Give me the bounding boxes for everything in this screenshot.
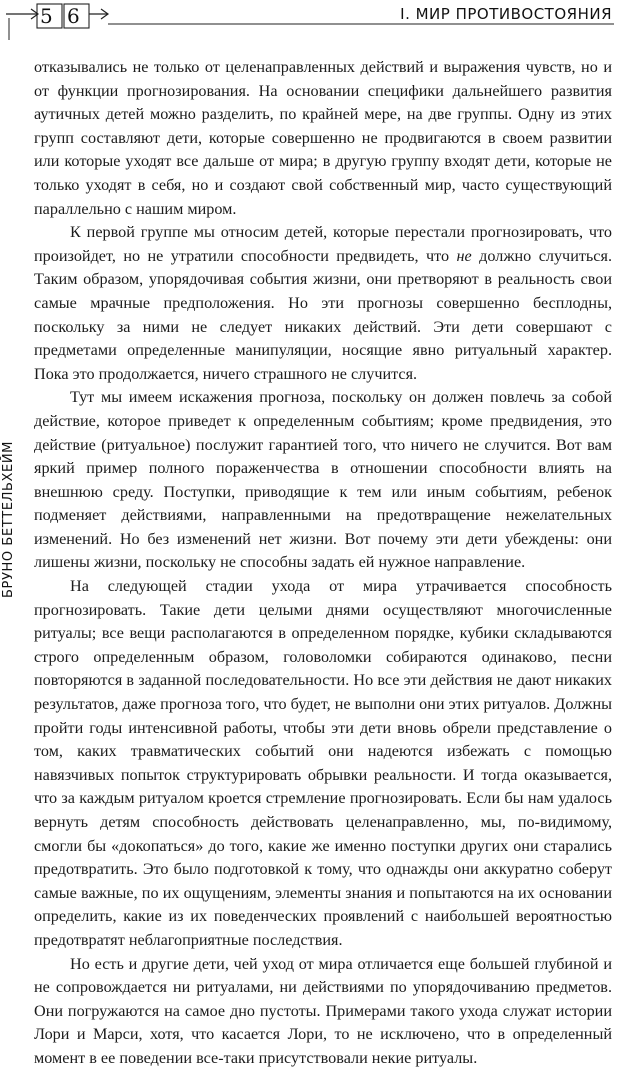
paragraph-2 <box>34 221 612 386</box>
paragraph-4: На следующей стадии ухода от мира утрачивается способность прогнозировать. Такие дети целыми днями осуществляют многочисленные ритуалы; все вещи располагаются в определенном порядке, кубики складываются строго определенным образом, головоломки собираются одинаково, песни повторяются в заданной последовательности. Но все эти действия не дают никаких результатов, даже прогноза того, что будет, не выполни они этих ритуалов. Должны пройти годы интенсивной работы, чтобы эти дети вновь обрели представление о том, каких травматических событий они надеются избежать с помощью навязчивых попыток структурировать обрывки реальности. И тогда оказывается, что за каждым ритуалом кроется стремление прогнозировать. Если бы нам удалось вернуть детям способность действовать целенаправленно, мы, по-видимому, смогли бы «докопаться» до того, какие же именно поступки других они старались предотвратить. Это было подготовкой к тому, что однажды они аккуратно соберут самые важные, по их ощущениям, элементы знания и попытаются на их основании определить, какие из их поведенческих проявлений с наибольшей вероятностью предотвратят неблагоприятные последствия. <box>34 577 612 949</box>
side-author-title: БРУНО БЕТТЕЛЬХЕЙМ <box>1 440 16 598</box>
paragraph-2-part-b: должно случиться. Таким образом, упорядочивая события жизни, они претворяют в реальность свои самые мрачные предположения. Но эти прогнозы совершенно бесплодны, поскольку за ними не следует никаких действий. Эти дети совершают с предметами определенные манипуляции, носящие явно ритуальный характер. Пока это продолжается, ничего страшного не случится. <box>34 246 612 383</box>
paragraph-1: отказывались не только от целенаправленных действий и выражения чувств, но и от функции прогнозирования. На основании специфики дальнейшего развития аутичных детей можно разделить, по крайней мере, на две группы. Одну из этих групп составляют дети, которые совершенно не продвигаются в своем развитии или которые уходят все дальше от мира; в другую группу входят дети, которые не только уходят в себя, но и создают свой собственный мир, часто существующий параллельно с нашим миром. <box>34 58 612 218</box>
paragraph-2-part-a: К первой группе мы относим детей, которые перестали прогнозировать, что произойдет, но не утратили способности предвидеть, что <box>34 223 612 265</box>
page-number-digit-2: 6 <box>67 4 80 28</box>
paragraph-5: Но есть и другие дети, чей уход от мира отличается еще большей глубиной и не сопровождается ни ритуалами, ни действиями по упорядочиванию предметов. Они погружаются на самое дно пустоты. Примерами такого ухода служат истории Лори и Марси, хотя, что касается Лори, то не исключено, что в определенный момент в ее поведении все-таки присутствовали некие ритуалы. <box>34 954 612 1067</box>
running-head: I. МИР ПРОТИВОСТОЯНИЯ <box>400 5 612 23</box>
paragraph-3: Тут мы имеем искажения прогноза, поскольку он должен повлечь за собой действие, которое приведет к определенным событиям; кроме предвидения, это действие (ритуальное) послужит гарантией того, что ничего не случится. Вот вам яркий пример полного пораженчества в отношении способности влиять на внешнюю среду. Поступки, приводящие к тем или иным событиям, ребенок подменяет действиями, направленными на предотвращение нежелательных изменений. Но без изменений нет жизни. Вот почему эти дети убеждены: они лишены жизни, поскольку не способны задать ей нужное направление. <box>34 388 612 572</box>
body-text <box>34 56 612 1071</box>
paragraph-2-emphasis: не <box>456 246 472 265</box>
page-number-digit-1: 5 <box>40 4 53 28</box>
page-header <box>0 0 620 40</box>
